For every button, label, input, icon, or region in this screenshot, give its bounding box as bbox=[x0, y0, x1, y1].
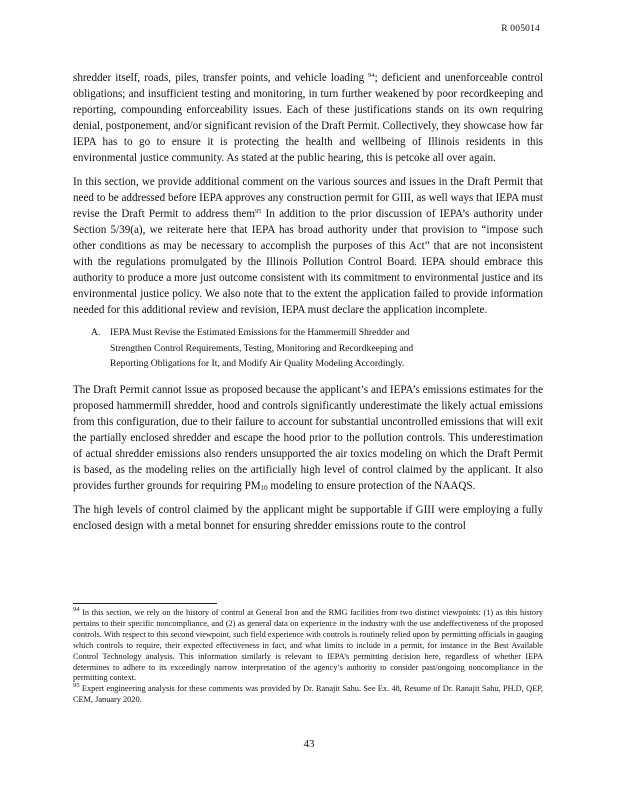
footnote-ref-94[interactable]: 94 bbox=[368, 72, 375, 79]
paragraph-2 bbox=[73, 174, 543, 319]
footnote-94 bbox=[73, 608, 543, 684]
p3-text-a: The Draft Permit cannot issue as proposed because the applicant’s and IEPA’s emissions estimates for the proposed hammermill shredder, hood and controls significantly underestimate the likely actual emissions from this configuration, due to their failure to account for substantial uncontrolled emissions that will exit the partially enclosed shredder and escape the hood prior to the pollution controls. This underestimation of actual shredder emissions also renders unsupported the air toxics modeling on which the Draft Permit is based, as the modeling relies on the artificially high level of control claimed by the applicant. It also provides further grounds for requiring PM bbox=[73, 383, 543, 493]
paragraph-3 bbox=[73, 382, 543, 495]
footnote-95-number: 95 bbox=[73, 682, 80, 690]
footnote-94-text: In this section, we rely on the history of control at General Iron and the RMG facilities from two distinct viewpoints: (1) as this history pertains to their specific noncompliance, and (2) as general data on experience in the industry with the use andeffectiveness of the proposed controls. With respect to this second viewpoint, such field experience with controls is routinely relied upon by permitting officials in gauging which controls to require, their expected effectiveness in fact, and what limits to include in a permit, for instance in the Best Available Control Technology analysis. This information similarly is relevant to IEPA’s permitting decision here, regardless of whether IEPA determines to adhere to its exceedingly narrow interpretation of the agency’s authority to consider past/ongoing noncompliance in the permitting context. bbox=[73, 608, 543, 683]
section-heading-text: IEPA Must Revise the Estimated Emissions for the Hammermill Shredder and Strengthen Control Requirements, Testing, Monitoring and Recordkeeping and Reporting Obligations for It, and Modify Air Quality Modeling Accordingly. bbox=[110, 327, 414, 370]
p2-text-b: In addition to the prior discussion of IEPA’s authority under Section 5/39(a), we reiterate here that IEPA has broad authority under that provision to “impose such other conditions as may be necessary to accomplish the purposes of this Act” that are not inconsistent with the regulations promulgated by the Illinois Pollution Control Board. IEPA should embrace this authority to produce a more just outcome consistent with its commitment to environmental justice and its environmental justice policy. We also note that to the extent the application failed to provide information needed for this additional review and revision, IEPA must declare the application incomplete. bbox=[73, 207, 543, 317]
body-text bbox=[73, 70, 543, 541]
paragraph-4: The high levels of control claimed by the applicant might be supportable if GIII were employing a fully enclosed design with a metal bonnet for ensuring shredder emissions route to the control bbox=[73, 503, 543, 532]
p3-text-b: modeling to ensure protection of the NAAQS. bbox=[267, 480, 476, 493]
footnote-divider bbox=[73, 603, 217, 604]
footnote-94-number: 94 bbox=[73, 606, 80, 613]
footnotes bbox=[73, 608, 543, 706]
p1-text-a: shredder itself, roads, piles, transfer points, and vehicle loading bbox=[73, 72, 365, 84]
footnote-95-text: Expert engineering analysis for these comments was provided by Dr. Ranajit Sahu. See Ex. 48, Resume of Dr. Ranajit Sahu, PH.D, QEP, CEM, January 2020. bbox=[73, 684, 543, 705]
page-number: 43 bbox=[303, 738, 315, 750]
p2-text-a: In this section, we provide additional comment on the various sources and issues in the Draft Permit that need to be addressed before IEPA approves any construction permit for GIII, as well ways that IEPA must revise the Draft Permit to address them bbox=[73, 175, 543, 220]
pm10-subscript: 10 bbox=[260, 484, 268, 493]
footnote-ref-95[interactable]: 95 bbox=[255, 207, 262, 215]
paragraph-1 bbox=[73, 70, 543, 167]
bates-number: R 005014 bbox=[501, 24, 540, 34]
section-heading bbox=[91, 325, 543, 372]
section-heading-label: A. bbox=[91, 327, 101, 339]
p1-text-b: ; deficient and unenforceable control obligations; and insufficient testing and monitoring, in turn further weakened by poor recordkeeping and reporting, compounding enforceability issues. Each of these justifications stands on its own requiring denial, postponement, and/or significant revision of the Draft Permit. Collectively, they showcase how far IEPA has to go to ensure it is protecting the health and wellbeing of Illinois residents in this environmental justice community. As stated at the public hearing, this is petcoke all over again. bbox=[73, 72, 543, 165]
footnote-95 bbox=[73, 684, 543, 706]
